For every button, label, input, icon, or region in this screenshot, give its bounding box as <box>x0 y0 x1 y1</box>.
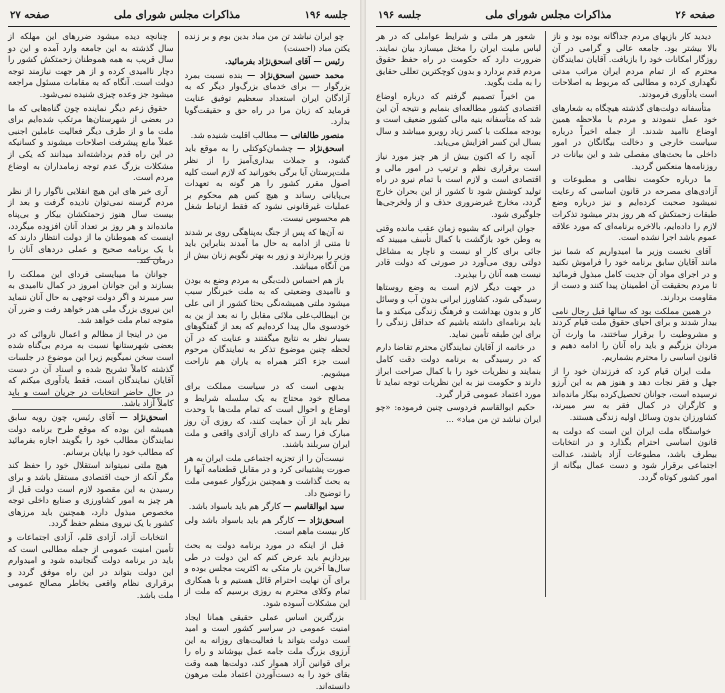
paragraph <box>376 223 541 281</box>
paragraph-text: خواستگاه ملت ایران این است که دولت به قانون اساسی احترام بگذارد و در انتخابات بیطرف باشد، مطبوعات آزاد باشند، عدالت اجتماعی برقرار شود و دست عمال بیگانه از امور کشور کوتاه گردد. <box>552 425 717 482</box>
paragraph-text: نیست‌آن را از تجزیه اجتماعی ملت ایران به هر صورت پشتیبانی کرد و در مقابل قطعنامه آنها را به بحث گذاشت و همچنین بزرگوار عمومی ملت را توضیح داد. <box>184 452 350 498</box>
right-page-number: صفحه ۲۶ <box>675 9 715 21</box>
paragraph <box>552 103 717 173</box>
paragraph-text: بزرگترین اساس عملی حقیقی همانا ایجاد امنیت عمومی در سراسر کشور است و امید است دولت بتواند با فعالیت‌های روزانه به این آرزوی بزرگ ملت جامه عمل بپوشاند و راه را برای قوانین آزاد هموار کند، دولت‌ها همه وقت بقای خود را به دست‌آوردن اعتماد ملت مرهون دانسته‌اند. <box>184 611 350 692</box>
handwritten-underline <box>12 409 162 410</box>
paragraph <box>8 186 174 267</box>
paragraph <box>8 460 174 530</box>
paragraph <box>185 453 351 499</box>
paragraph-text: حقوق زعم دیگر نماینده چون گناه‌هایی که ما در بعضی از شهرستان‌ها مرتکب شده‌ایم برای ملت ما و از طرف دیگر فعالیت عاملین اجنبی عملاً مانع پیشرفت اصلاحات میشوند و کسانیکه در این راه قدم برداشته‌اند میدانند که یکی از مشکلات بزرگ عدم توجه زمامداران به اوضاع مردم است. <box>8 102 174 183</box>
left-page-header <box>8 6 350 27</box>
paragraph-text: آری خبر های این هیچ انقلابی ناگوار را از نظر مردم گرسنه نمی‌توان نادیده گرفت و بعد از بیست سال هنوز زحمتکشان بیکار و بی‌پناه مانده‌اند و هر روز بر تعداد آنان افزوده میگردد، اینست که هموطنان ما از دولت انتظار دارند که با یک برنامه صحیح و عملی دردهای آنان را درمان کند. <box>8 185 174 266</box>
speaker-name: سید ابوالقاسم — <box>283 501 344 512</box>
paragraph <box>552 31 717 101</box>
paragraph-text: ما درباره حکومت نظامی و مطبوعات و آزادی‌های مصرحه در قانون اساسی که رعایت نمیشود صحبت کرده‌ایم و نیز درباره وضع طبقات زحمتکش که هر روز بدتر میشود تذکرات لازم را داده‌ایم، بالاخره برنامه‌ای که مورد علاقه عموم باشد اجرا نشده است. <box>552 174 717 243</box>
paragraph <box>8 103 174 184</box>
paragraph-text: نه آن‌ها که پس از جنگ به‌پناهگی روی بر شدند تا متنی از ادامه به حال ما آمدند بنابراین باید وزیر را بپردازند و زور به بهتر نگویم زنان بیش از من آنگاه میباشد. <box>184 226 350 272</box>
paragraph <box>552 306 717 364</box>
paragraph <box>376 402 541 425</box>
paragraph <box>185 70 351 128</box>
paragraph-text: بنده نسبت بمرد بزرگوار — برای خدمای بزرگ‌وار دیگر که به آزادگان ایران استعداد سعظیم توفیق عنایت فرماید که زبان مرا در راه حق و حقیقت‌گویا بدارد. <box>184 69 350 127</box>
paragraph <box>376 342 541 400</box>
paragraph-text: هیچ ملتی نمیتواند استقلال خود را حفظ کند مگر آنکه از حیث اقتصادی مستقل باشد و برای رسیدن به این مقصود لازم است دولت قبل از هر چیز به امور کشاورزی و صنایع داخلی توجه مخصوص مبذول دارد، همچنین باید مرزهای کشور با یک نیروی منظم حفظ گردد. <box>8 460 174 529</box>
paragraph-text: ملت ایران قیام کرد که فرزندان خود را از جهل و فقر نجات دهد و هنوز هم به این آرزو نرسیده است، جوانان تحصیل‌کرده بیکار مانده‌اند و کارگران در کمال فقر به سر میبرند، کشاورزان بدون وسائل اولیه زندگی هستند. <box>552 365 717 422</box>
paragraph <box>376 151 541 221</box>
paragraph-text: جوانان ما میبایستی فردای این مملکت را بسازند و این جوانان امروز در کمال ناامیدی به سر میبرند و اگر دولت توجهی به حال آنان ننماید این نیروی بزرگ ملی هدر خواهد رفت و ضرر آن متوجه تمام ملت خواهد شد. <box>8 268 174 326</box>
speaker-name: اسحق‌نژاد — <box>119 412 168 422</box>
paragraph <box>552 246 717 304</box>
handwritten-underline <box>12 259 162 260</box>
speaker-name: اسحق‌نژاد — <box>296 143 344 154</box>
left-page-session-label: جلسه ۱۹۶ <box>304 9 348 21</box>
paragraph-text: دیدید کار بازیهای مردم جداگانه بوده بود و ناز بالا بیشتر بود. جامعه عالی و گرامی در آن روزگار امکانات خود را بازیافت. آقایان نمایندگان محترم که از تمام مردم ایران مراتب مدتی نگهداری کرده و مطالبی که مربوط به اصلاحات است یادآوری فرمودند. <box>552 31 717 99</box>
paragraph <box>185 31 351 54</box>
paragraph <box>552 426 717 484</box>
paragraph <box>185 515 351 538</box>
paragraph-text: کارگر هم باید باسواد باشد ولی کار بیست ماهم است. <box>184 514 350 537</box>
paragraph-text: من در اینجا از مظالم و اعمال ناروائی که در بعضی شهرستانها نسبت به مردم بی‌گناه شده است سخن نمیگویم زیرا این موضوع در جلسات گذشته کاملاً تشریح شده و اسناد آن در دست آقایان نمایندگان است، فقط یادآوری میکنم که در حال حاضر انتخابات در جریان است و باید کاملاً آزاد باشد. <box>8 328 174 409</box>
paragraph <box>8 532 174 602</box>
paragraph <box>185 227 351 273</box>
left-page-number: صفحه ۲۷ <box>10 9 50 21</box>
paragraph-text: مطالب اقلیت شنیده شد. <box>190 129 278 140</box>
paragraph <box>376 282 541 340</box>
paragraph <box>185 381 351 451</box>
handwritten-underline <box>12 397 162 398</box>
paragraph <box>552 366 717 424</box>
paragraph-text: متأسفانه دولت‌های گذشته هیچگاه به شعارهای خود عمل ننمودند و مردم با ملاحظه همین اوضاع ناامید شدند. از جمله اخیراً درباره سیاست خارجی و دخالت بیگانگان در امور داخلی ما بحث‌های مفصلی شد و این بیانات در روزنامه‌ها منعکس گردید. <box>552 102 717 171</box>
right-page-right-column <box>552 31 717 597</box>
speaker-name: رئیس — آقای اسحق‌نژاد بفرمائید. <box>224 56 344 67</box>
paragraph-text: کارگر هم باید باسواد باشد. <box>188 501 281 512</box>
left-page-columns <box>8 31 350 692</box>
paragraph-text: در همین مملکت بود که سالها قبل رجال نامی بیدار شدند و برای احیای حقوق ملت قیام کردند و مشروطیت را برقرار ساختند، ما وارث آن مردان بزرگیم و باید راه آنان را ادامه دهیم و قانون اساسی را محترم بشماریم. <box>552 305 717 363</box>
left-page <box>0 0 360 692</box>
paragraph-text: بدیهی است که در سیاست مملکت برای مصالح خود محتاج به یک سلسله شرایط و اوضاع و احوال است که تمام ملت‌ها با وحدت نظر باید از آن حمایت کنند، که روزی آن روز مبارک فرا رسد که دارای آزادی واقعی و ملت ایران سربلند باشند. <box>184 381 350 450</box>
paragraph-text: آقای رئیس، چون رویه سابق همیشه این بوده که موقع طرح برنامه دولت نمایندگان مطالب خود را بگویند اجازه بفرمائید که مطالب خود را بپایان برسانم. <box>8 412 174 457</box>
paragraph <box>376 31 541 89</box>
paragraph <box>185 275 351 379</box>
paragraph-text: چو ایران نباشد تن من مباد بدین بوم و بر زنده یکتن مباد (احسنت) <box>184 31 350 53</box>
paragraph-text: شعور هر ملتی و شرایط عواملی که در هر لباس ملیت ایران را مختل میسازد بیان نمایند. ضرورت دارد که حکومت در راه حفظ حقوق مردم قدم بردارد و بدون کوچکترین تعللی حقایق را به ملت بگوید. <box>376 31 541 88</box>
paragraph-text: حکیم ابوالقاسم فردوسی چنین فرموده: «چو ایران نباشد تن من مباد» ... <box>376 402 541 424</box>
paragraph-text: باز هم احساس ذلت‌بگی به مردم وضع به بودن و ناامیدی وضعیتی که به ملت خبرنگار سبب میشود ملتی همیشه‌نگی بحثا کشور از انی علی بن ابیطالب‌علی ملائی مقابل را نه بعد از ین به خودسوی مال پیدا کرده‌ایم که بعد از گفتگوهای بسیار نظر به نتایج میگفتند و عنایت که در آن لحظه چنین موضوع تذکر به نمایندگان مرحوم است جزء اکثر همراه به یاران هم ناراحت میشویم. <box>184 274 350 378</box>
paragraph <box>185 501 351 513</box>
paragraph <box>552 174 717 244</box>
paragraph-text: چشمان‌کوکتلی را به موقع باید گشود، و جملات بیداری‌آمیز را از نظر ملت‌پرستان آیا برگی بخورانید که لازم است کلیه اصول مقرر کشور را هر گونه به تعهدات بی‌پایانی رساند و هیچ کس هم محکوم بر عملیات غیرقانونی نشود که فقط ارتباط شغل هم محسوس نیست. <box>184 143 350 223</box>
right-page-left-column <box>376 31 546 597</box>
right-page-title: مذاکرات مجلس شورای ملی <box>485 9 612 21</box>
paragraph <box>185 130 351 142</box>
paragraph <box>185 612 351 693</box>
paragraph <box>376 91 541 149</box>
paragraph-text: چنانچه دیده میشود ضررهای این مهلکه از سال گذشته به این جامعه وارد آمده و این دو سال قریب به همه هموطنان زحمتکش کشور را دچار ناامیدی کرده و از هر جهت نیازمند توجه دولت است. آنگاه که به مقامات مسئول مراجعه میشود جز وعده چیزی شنیده نمی‌شود. <box>8 31 174 99</box>
right-page-session-label: جلسه ۱۹۶ <box>378 9 422 21</box>
paragraph <box>8 412 174 458</box>
paragraph <box>8 269 174 327</box>
handwritten-underline <box>556 317 706 318</box>
paragraph <box>185 143 351 224</box>
paragraph-text: جوان ایرانی که بشیوه زمان عقب مانده وقتی به وطن خود بازگشت با کمال تأسف میبیند که جائی برای کار او نیست و ناچار به مشاغل دولتی روی می‌آورد در صورتی که دولت قادر نیست همه آنان را بپذیرد. <box>376 222 541 279</box>
paragraph <box>185 56 351 68</box>
paragraph <box>185 540 351 610</box>
speaker-name: اسحق‌نژاد — <box>297 514 344 525</box>
right-page-header <box>376 6 717 27</box>
speaker-name: محمد حسین اسحق‌نژاد — <box>247 69 345 80</box>
paragraph-text: در خاتمه از آقایان نمایندگان محترم تقاضا دارم که در رسیدگی به برنامه دولت دقت کامل بنمایند و نظریات خود را با کمال صراحت ابراز دارند و حکومت نیز به این نظریات توجه نماید تا مورد اعتماد عمومی قرار گیرد. <box>376 342 541 399</box>
paragraph <box>8 31 174 101</box>
paragraph-text: در جهت دیگر لازم است به وضع روستاها رسیدگی شود، کشاورز ایرانی بدون آب و وسائل کار و بدون بهداشت و فرهنگ زندگی میکند و ما باید برنامه‌ای داشته باشیم که حداقل زندگی را برای این طبقه تأمین نماید. <box>376 282 541 339</box>
left-page-right-column <box>184 31 351 692</box>
paragraph-text: انتخابات آزاد، آزادی قلم، آزادی اجتماعات و تأمین امنیت عمومی از جمله مطالبی است که باید در برنامه دولت گنجانیده شود و امیدوارم این دولت بتواند در این راه موفق گردد و برقراری نظام واقعی بخاطر مصالح عمومی ملت باشد. <box>8 531 174 600</box>
speaker-name: منصور طالقانی — <box>279 129 344 140</box>
paragraph-text: آنچه را که اکنون بیش از هر چیز مورد نیاز است برقراری نظم و ترتیب در امور مالی و اقتصادی است و لازم است با تمام نیرو در راه تولید کوشش شود تا کشور از این بحران خارج گردد، مخارج غیرضروری حذف و از ولخرجی‌ها جلوگیری شود. <box>376 150 541 219</box>
paragraph-text: من اخیراً تصمیم گرفتم که درباره اوضاع اقتصادی کشور مطالعه‌ای بنمایم و نتیجه آن این شد که متأسفانه بنیه مالی کشور ضعیف است و بودجه مملکت با کسر زیاد روبرو میباشد و سال بسال این کسر افزایش می‌یابد. <box>376 90 541 148</box>
left-page-title: مذاکرات مجلس شورای ملی <box>114 9 241 21</box>
right-page-columns <box>376 31 717 597</box>
paragraph-text: قبل از اینکه در مورد برنامه دولت به بحث بپردازیم باید عرض کنم که این دولت در طی سال‌ها آخرین بار متکی به اکثریت مجلس بوده و برای آن نهایت احترام قائل هستیم و با همکاری تمام وکلای محترم به روزی برسیم که ملت از این مشکلات آسوده شود. <box>184 539 350 608</box>
paragraph-text: آقای نخست وزیر ما امیدواریم که شما نیز مانند آقایان سابق برنامه خود را فراموش نکنید و در اجرای مواد آن جدیت کامل مبذول فرمائید تا مردم بحقیقت آن اطمینان پیدا کنند و دست از مقاومت بردارند. <box>552 245 717 303</box>
left-page-left-column <box>8 31 179 600</box>
right-page <box>366 0 725 600</box>
